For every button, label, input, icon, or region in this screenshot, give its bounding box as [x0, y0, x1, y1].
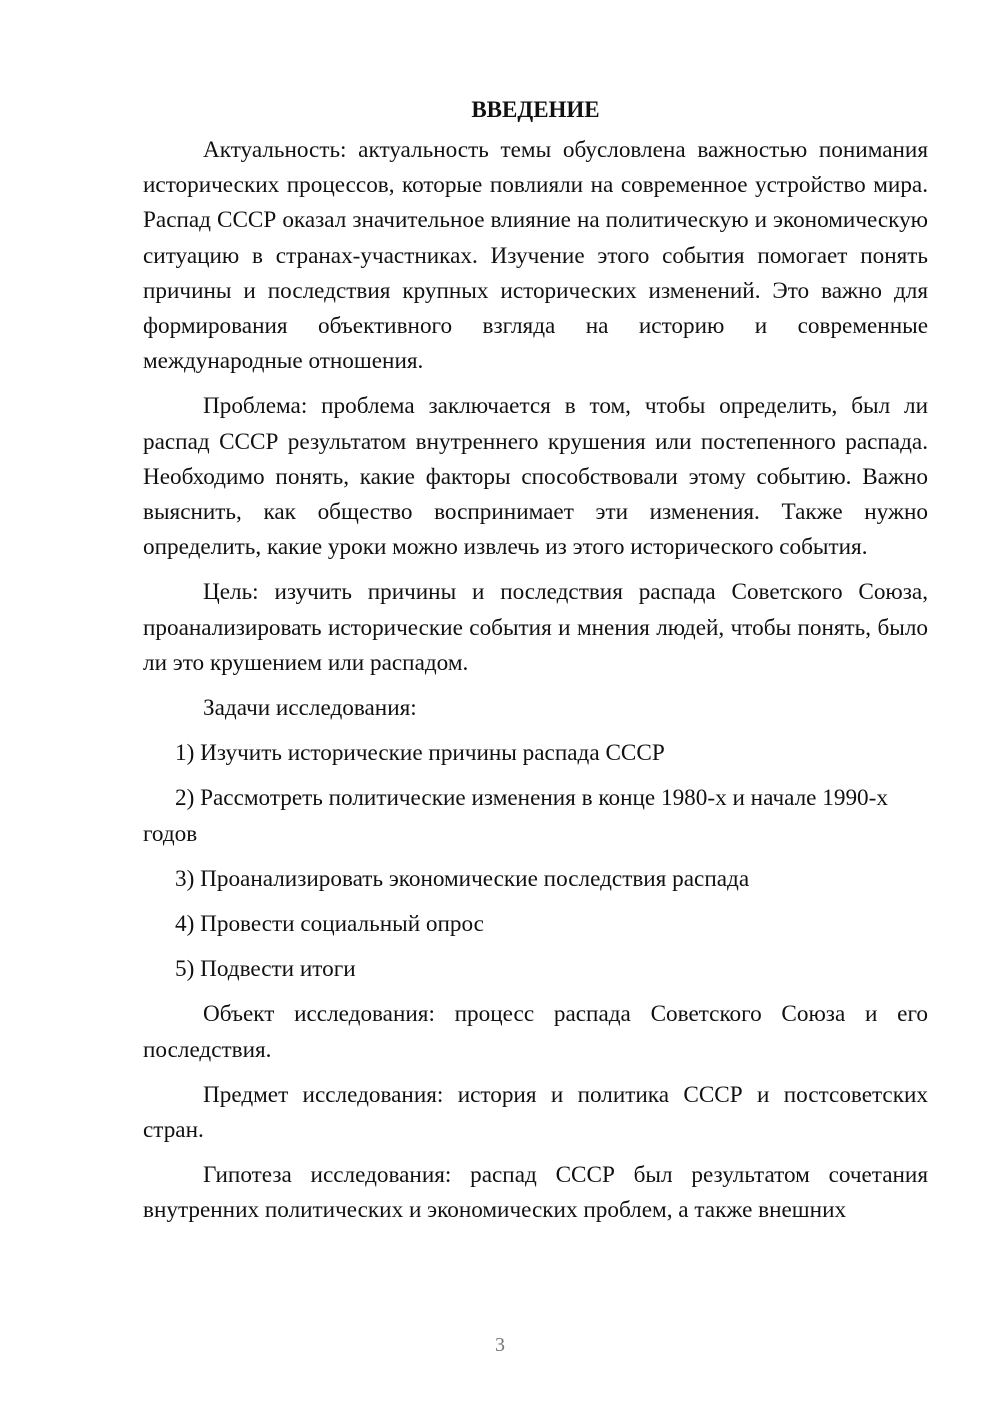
subject-paragraph: Предмет исследования: история и политика СССР и постсоветских стран.: [143, 1081, 928, 1144]
page-content: [143, 92, 928, 1239]
task-item: 1) Изучить исторические причины распада СССР: [175, 740, 665, 767]
goal-paragraph: Цель: изучить причины и последствия распада Советского Союза, проанализировать исторические события и мнения людей, чтобы понять, было ли это крушением или распадом.: [143, 579, 928, 676]
hypothesis-paragraph: Гипотеза исследования: распад СССР был результатом сочетания внутренних политических и экономических проблем, а также внешних: [143, 1162, 928, 1224]
task-item: 3) Проанализировать экономические последствия распада: [175, 865, 750, 892]
task-item: 4) Провести социальный опрос: [175, 911, 484, 938]
tasks-heading: Задачи исследования:: [203, 695, 417, 722]
page-number: 3: [495, 1334, 505, 1356]
task-item: 2) Рассмотреть политические изменения в конце 1980-х и начале 1990-х годов: [143, 785, 888, 847]
problem-paragraph: Проблема: проблема заключается в том, чтобы определить, был ли распад СССР результатом внутреннего крушения или постепенного распада. Необходимо понять, какие факторы способствовали этому событию. Важно выяснить, как общество воспринимает эти изменения. Также нужно определить, какие уроки можно извлечь из этого исторического события.: [143, 393, 928, 561]
object-paragraph: Объект исследования: процесс распада Советского Союза и его последствия.: [143, 1001, 928, 1063]
section-heading: ВВЕДЕНИЕ: [471, 97, 600, 122]
relevance-paragraph: Актуальность: актуальность темы обусловлена важностью понимания исторических процессов, которые повлияли на современное устройство мира. Распад СССР оказал значительное влияние на политическую и экономическую ситуацию в странах-участниках. Изучение этого события помогает понять причины и последствия крупных исторических изменений. Это важно для формирования объективного взгляда на историю и современные международные отношения.: [143, 137, 928, 375]
task-item: 5) Подвести итоги: [175, 956, 356, 983]
